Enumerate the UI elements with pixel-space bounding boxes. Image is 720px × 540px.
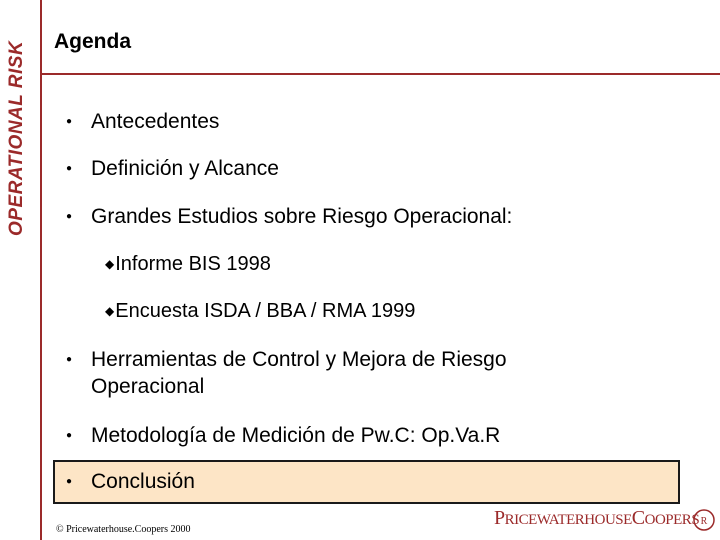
agenda-item-estudios (60, 203, 512, 230)
pwc-logo: PRICEWATERHOUSECOOPERS (494, 507, 700, 529)
bullet-icon: ● (66, 116, 73, 127)
sub-item-text: Informe BIS 1998 (115, 253, 271, 275)
slide-title: Agenda (54, 30, 132, 53)
horizontal-divider (40, 73, 720, 75)
agenda-item-text: Antecedentes (91, 110, 220, 133)
sidebar-title: OPERATIONAL RISK (6, 40, 27, 236)
agenda-item-text: Grandes Estudios sobre Riesgo Operacional: (91, 205, 513, 228)
agenda-item-metodologia (60, 422, 500, 449)
agenda-item-antecedentes (60, 108, 219, 135)
agenda-item-text: Metodología de Medición de Pw.C: Op.Va.R (91, 424, 501, 447)
agenda-item-text: Conclusión (91, 470, 195, 493)
svg-text:R: R (700, 516, 708, 527)
bullet-icon: ● (66, 163, 73, 174)
vertical-divider (40, 0, 42, 540)
sub-item-text: Encuesta ISDA / BBA / RMA 1999 (115, 300, 416, 322)
bullet-icon: ● (66, 430, 73, 441)
sub-item-isda (105, 298, 415, 327)
bullet-icon: ● (66, 476, 73, 487)
agenda-item-text: Definición y Alcance (91, 157, 279, 180)
bullet-icon: ● (66, 354, 73, 365)
diamond-bullet-icon: ◆ (105, 257, 115, 271)
copyright: © Pricewaterhouse.Coopers 2000 (56, 524, 191, 535)
sub-item-bis (105, 251, 271, 280)
seal-icon (693, 509, 715, 531)
sidebar (0, 0, 28, 540)
bullet-icon: ● (66, 211, 73, 222)
agenda-item-herramientas (60, 346, 580, 400)
agenda-item-text: Herramientas de Control y Mejora de Riesgo Operacional (91, 348, 507, 398)
agenda-item-conclusion (60, 468, 195, 495)
agenda-item-definicion (60, 155, 279, 182)
diamond-bullet-icon: ◆ (105, 304, 115, 318)
